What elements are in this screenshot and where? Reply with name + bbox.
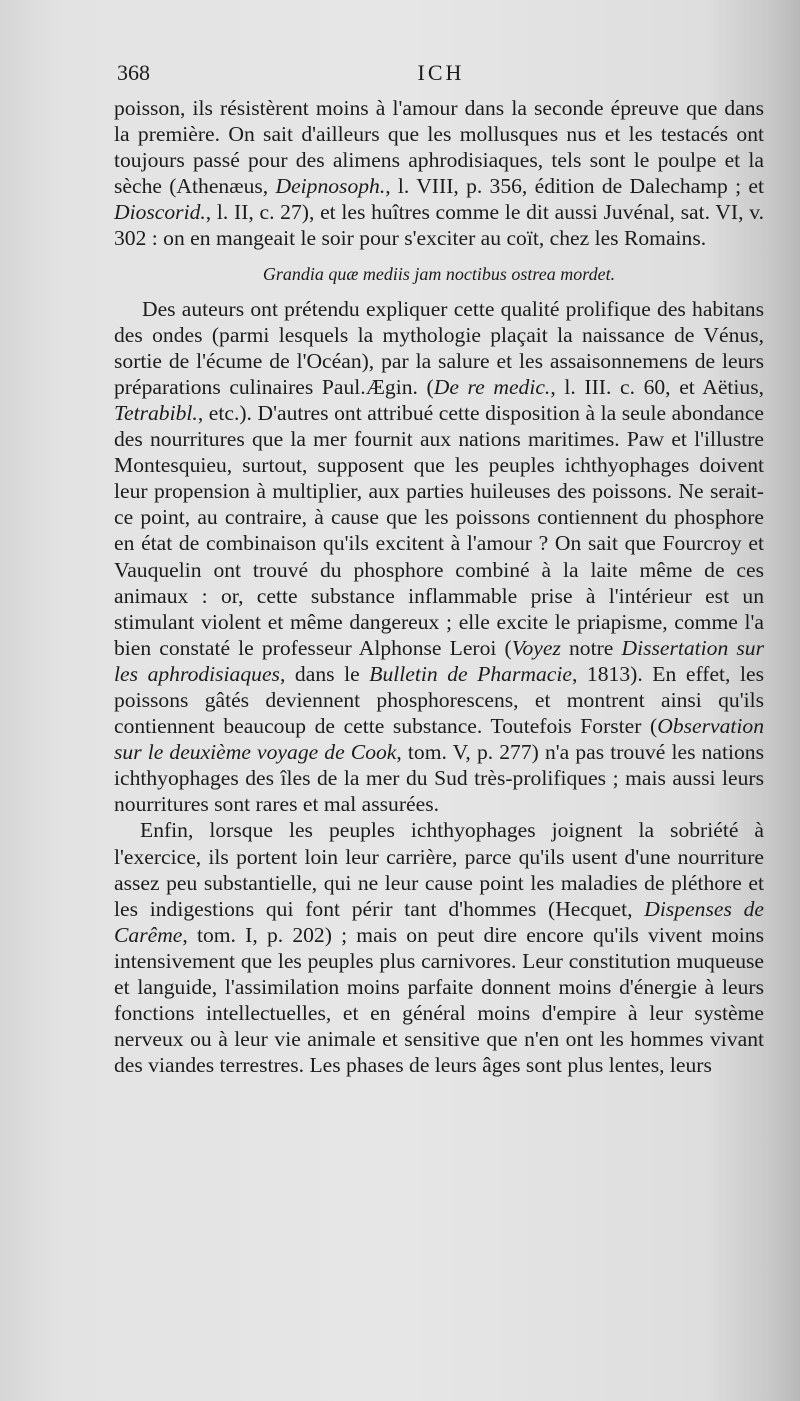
body-text [114, 95, 764, 1078]
running-head [117, 60, 765, 94]
paragraph-3: Enfin, lorsque les peuples ichthyophages joignent la sobriété à l'exercice, ils portent loin leur carrière, parce qu'ils usent d'une nourriture assez peu substantielle, qui ne leur cause point les maladies de pléthore et les indigestions qui font périr tant d'hommes (Hecquet, Dispenses de Carême, tom. I, p. 202) ; mais on peut dire encore qu'ils vivent moins intensivement que les peuples plus carnivores. Leur constitution muqueuse et languide, l'assimilation moins parfaite donnent moins d'énergie à leurs fonctions intellectuelles, et en général moins d'empire à leur système nerveux ou à leur vie animale et sensitive que n'en ont les hommes vivant des viandes terrestres. Les phases de leurs âges sont plus lentes, leurs [114, 818, 764, 1078]
page-number: 368 [117, 60, 150, 85]
paragraph-2: Des auteurs ont prétendu expliquer cette qualité prolifique des habitans des ondes (parmi lesquels la mythologie plaçait la naissance de Vénus, sortie de l'écume de l'Océan), par la salure et les assaisonnemens de leurs préparations culinaires Paul.Ægin. (De re medic., l. III. c. 60, et Aëtius, Tetrabibl., etc.). D'autres ont attribué cette disposition à la seule abondance des nourritures que la mer fournit aux nations maritimes. Paw et l'illustre Montesquieu, surtout, supposent que les peuples ichthyophages doivent leur propension à multiplier, aux parties huileuses des poissons. Ne serait-ce point, au contraire, à cause que les poissons contiennent du phosphore en état de combinaison qu'ils excitent à l'amour ? On sait que Fourcroy et Vauquelin ont trouvé du phosphore combiné à la laite même de ces animaux : or, cette substance inflammable prise à l'intérieur est un stimulant violent et même dangereux ; elle excite le priapisme, comme l'a bien constaté le professeur Alphonse Leroi (Voyez notre Dissertation sur les aphrodisiaques, dans le Bulletin de Pharmacie, 1813). En effet, les poissons gâtés deviennent phosphorescens, et montrent ainsi qu'ils contiennent beaucoup de cette substance. Toutefois Forster (Observation sur le deuxième voyage de Cook, tom. V, p. 277) n'a pas trouvé les nations ichthyophages des îles de la mer du Sud très-prolifiques ; mais aussi leurs nourritures sont rares et mal assurées. [114, 296, 765, 817]
paragraph-1: poisson, ils résistèrent moins à l'amour dans la seconde épreuve que dans la première. On sait d'ailleurs que les mollusques nus et les testacés ont toujours passé pour des alimens aphrodisiaques, tels sont le poulpe et la sèche (Athenæus, Deipnosoph., l. VIII, p. 356, édition de Dalechamp ; et Dioscorid., l. II, c. 27), et les huîtres comme le dit aussi Juvénal, sat. VI, v. 302 : on en mangeait le soir pour s'exciter au coït, chez les Romains. [114, 96, 764, 251]
running-head-title: ICH [417, 60, 465, 85]
quotation: Grandia quæ mediis jam noctibus ostrea mordet. [262, 263, 616, 284]
